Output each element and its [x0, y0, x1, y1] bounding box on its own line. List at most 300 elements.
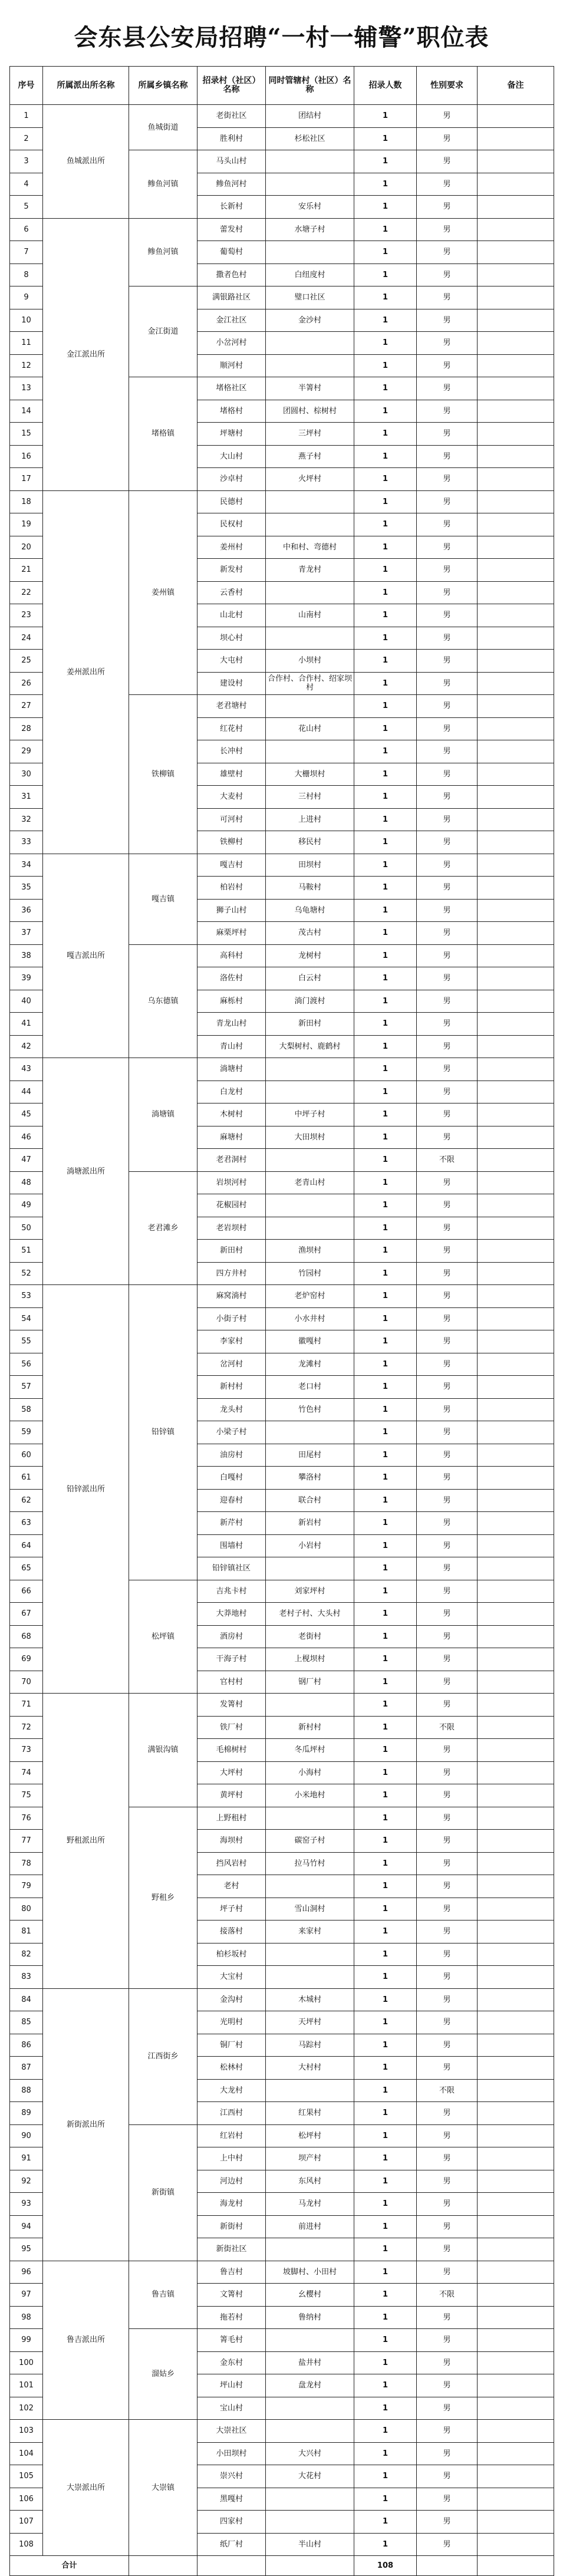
gender-requirement: 男: [417, 423, 478, 446]
gender-requirement: 男: [417, 1240, 478, 1263]
remarks: [478, 1467, 554, 1490]
recruit-count: 1: [354, 1603, 417, 1626]
table-row: [10, 1285, 554, 1308]
total-empty-remarks: [478, 2556, 554, 2576]
gender-requirement: 男: [417, 332, 478, 355]
gender-requirement: 男: [417, 1489, 478, 1512]
town-name: 满银沟镇: [129, 1694, 197, 1807]
row-index: 7: [10, 241, 43, 264]
station-name: 鲁吉派出所: [43, 2261, 129, 2420]
recruit-count: 1: [354, 1716, 417, 1739]
village-name: 上野租村: [197, 1807, 266, 1830]
recruit-count: 1: [354, 1126, 417, 1149]
recruit-count: 1: [354, 1035, 417, 1058]
recruit-count: 1: [354, 263, 417, 286]
managed-villages: 移民村: [266, 831, 354, 854]
managed-villages: [266, 2511, 354, 2534]
recruit-count: 1: [354, 490, 417, 513]
gender-requirement: 男: [417, 1671, 478, 1694]
recruit-count: 1: [354, 1149, 417, 1172]
gender-requirement: 男: [417, 490, 478, 513]
recruit-count: 1: [354, 650, 417, 673]
remarks: [478, 1035, 554, 1058]
village-name: 马头山村: [197, 150, 266, 173]
recruit-count: 1: [354, 1784, 417, 1807]
managed-villages: [266, 695, 354, 718]
village-name: 金东村: [197, 2351, 266, 2374]
managed-villages: 大村村: [266, 2057, 354, 2080]
town-name: 姜州镇: [129, 490, 197, 695]
managed-villages: 老街村: [266, 1625, 354, 1648]
remarks: [478, 173, 554, 196]
managed-villages: 拉马竹村: [266, 1852, 354, 1875]
recruit-count: 1: [354, 2147, 417, 2170]
remarks: [478, 490, 554, 513]
village-name: 金江社区: [197, 309, 266, 332]
page-title: 会东县公安局招聘“一村一辅警”职位表: [74, 24, 489, 51]
gender-requirement: 男: [417, 604, 478, 627]
remarks: [478, 922, 554, 945]
header-row: [10, 67, 554, 105]
remarks: [478, 1171, 554, 1194]
table-row: [10, 854, 554, 877]
gender-requirement: 男: [417, 2147, 478, 2170]
managed-villages: 盐井村: [266, 2351, 354, 2374]
recruit-count: 1: [354, 2351, 417, 2374]
recruit-count: 1: [354, 1852, 417, 1875]
recruit-count: 1: [354, 400, 417, 423]
row-index: 35: [10, 877, 43, 900]
recruit-count: 1: [354, 627, 417, 650]
remarks: [478, 1149, 554, 1172]
village-name: 民德村: [197, 490, 266, 513]
remarks: [478, 1625, 554, 1648]
gender-requirement: 男: [417, 695, 478, 718]
recruit-count: 1: [354, 2511, 417, 2534]
row-index: 14: [10, 400, 43, 423]
gender-requirement: 男: [417, 1058, 478, 1081]
managed-villages: [266, 1557, 354, 1580]
gender-requirement: 男: [417, 2215, 478, 2238]
remarks: [478, 1534, 554, 1557]
remarks: [478, 2261, 554, 2284]
recruit-count: 1: [354, 854, 417, 877]
recruit-count: 1: [354, 377, 417, 400]
recruit-count: 1: [354, 1013, 417, 1036]
header-town: 所属乡镇名称: [129, 67, 197, 105]
managed-villages: 大田坝村: [266, 1126, 354, 1149]
remarks: [478, 2124, 554, 2147]
row-index: 75: [10, 1784, 43, 1807]
row-index: 66: [10, 1580, 43, 1603]
village-name: 长冲村: [197, 740, 266, 763]
managed-villages: 中坪子村: [266, 1103, 354, 1126]
village-name: 岔河村: [197, 1353, 266, 1376]
row-index: 69: [10, 1648, 43, 1671]
recruit-count: 1: [354, 1217, 417, 1240]
table-row: [10, 218, 554, 241]
town-name: 松坪镇: [129, 1580, 197, 1694]
row-index: 53: [10, 1285, 43, 1308]
gender-requirement: 男: [417, 1376, 478, 1399]
managed-villages: [266, 1149, 354, 1172]
row-index: 26: [10, 672, 43, 695]
gender-requirement: 男: [417, 763, 478, 786]
header-gender: 性别要求: [417, 67, 478, 105]
row-index: 32: [10, 808, 43, 831]
remarks: [478, 1421, 554, 1444]
remarks: [478, 1330, 554, 1353]
row-index: 89: [10, 2102, 43, 2125]
remarks: [478, 604, 554, 627]
managed-villages: 大花村: [266, 2465, 354, 2488]
recruit-count: 1: [354, 559, 417, 582]
managed-villages: [266, 1875, 354, 1898]
village-name: 老岩坝村: [197, 1217, 266, 1240]
row-index: 97: [10, 2284, 43, 2307]
remarks: [478, 2442, 554, 2465]
header-remarks: 备注: [478, 67, 554, 105]
managed-villages: 联合村: [266, 1489, 354, 1512]
row-index: 3: [10, 150, 43, 173]
row-index: 107: [10, 2511, 43, 2534]
gender-requirement: 男: [417, 786, 478, 809]
total-empty-town: [129, 2556, 197, 2576]
remarks: [478, 1988, 554, 2011]
managed-villages: 龙树村: [266, 944, 354, 967]
remarks: [478, 1943, 554, 1966]
recruit-count: 1: [354, 1421, 417, 1444]
village-name: 老街社区: [197, 105, 266, 128]
remarks: [478, 1557, 554, 1580]
recruit-count: 1: [354, 2170, 417, 2193]
row-index: 27: [10, 695, 43, 718]
managed-villages: 钢厂村: [266, 1671, 354, 1694]
managed-villages: 璧口社区: [266, 286, 354, 309]
village-name: 新芹村: [197, 1512, 266, 1535]
row-index: 23: [10, 604, 43, 627]
row-index: 4: [10, 173, 43, 196]
town-name: 鲹鱼河镇: [129, 150, 197, 219]
remarks: [478, 1398, 554, 1421]
managed-villages: 花山村: [266, 717, 354, 740]
remarks: [478, 1285, 554, 1308]
gender-requirement: 男: [417, 1557, 478, 1580]
recruit-count: 1: [354, 2215, 417, 2238]
gender-requirement: 男: [417, 1603, 478, 1626]
village-name: 蕾发村: [197, 218, 266, 241]
remarks: [478, 899, 554, 922]
recruit-count: 1: [354, 967, 417, 990]
recruit-count: 1: [354, 1648, 417, 1671]
remarks: [478, 1603, 554, 1626]
remarks: [478, 241, 554, 264]
recruit-count: 1: [354, 1240, 417, 1263]
recruit-count: 1: [354, 445, 417, 468]
town-name: 溜姑乡: [129, 2329, 197, 2420]
recruit-count: 1: [354, 740, 417, 763]
village-name: 木树村: [197, 1103, 266, 1126]
row-index: 85: [10, 2011, 43, 2034]
remarks: [478, 2034, 554, 2057]
recruit-count: 1: [354, 1557, 417, 1580]
village-name: 鲹鱼河村: [197, 173, 266, 196]
row-index: 50: [10, 1217, 43, 1240]
remarks: [478, 2102, 554, 2125]
village-name: 铅锌镇社区: [197, 1557, 266, 1580]
station-name: 金江派出所: [43, 218, 129, 490]
village-name: 迎春村: [197, 1489, 266, 1512]
village-name: 撒者色村: [197, 263, 266, 286]
row-index: 15: [10, 423, 43, 446]
managed-villages: 小米地村: [266, 1784, 354, 1807]
managed-villages: 白云村: [266, 967, 354, 990]
row-index: 101: [10, 2374, 43, 2397]
remarks: [478, 445, 554, 468]
remarks: [478, 468, 554, 491]
remarks: [478, 1194, 554, 1217]
town-name: 鲁吉镇: [129, 2261, 197, 2329]
gender-requirement: 男: [417, 2261, 478, 2284]
gender-requirement: 男: [417, 1875, 478, 1898]
town-name: 堵格镇: [129, 377, 197, 491]
recruit-count: 1: [354, 1830, 417, 1853]
row-index: 31: [10, 786, 43, 809]
gender-requirement: 男: [417, 650, 478, 673]
row-index: 28: [10, 717, 43, 740]
row-index: 64: [10, 1534, 43, 1557]
gender-requirement: 男: [417, 196, 478, 219]
village-name: 黑嘎村: [197, 2488, 266, 2511]
gender-requirement: 男: [417, 468, 478, 491]
remarks: [478, 2238, 554, 2261]
recruit-count: 1: [354, 196, 417, 219]
managed-villages: [266, 1058, 354, 1081]
recruit-count: 1: [354, 1694, 417, 1717]
managed-villages: 龙滩村: [266, 1353, 354, 1376]
managed-villages: 老口村: [266, 1376, 354, 1399]
gender-requirement: 男: [417, 808, 478, 831]
table-row: [10, 490, 554, 513]
gender-requirement: 男: [417, 2488, 478, 2511]
station-name: 淌塘派出所: [43, 1058, 129, 1285]
recruit-count: 1: [354, 127, 417, 150]
managed-villages: 火坪村: [266, 468, 354, 491]
recruit-count: 1: [354, 717, 417, 740]
gender-requirement: 男: [417, 1852, 478, 1875]
managed-villages: [266, 150, 354, 173]
remarks: [478, 581, 554, 604]
row-index: 98: [10, 2306, 43, 2329]
gender-requirement: 男: [417, 1512, 478, 1535]
recruit-count: 1: [354, 672, 417, 695]
village-name: 新田村: [197, 1240, 266, 1263]
gender-requirement: 男: [417, 967, 478, 990]
village-name: 岩坝河村: [197, 1171, 266, 1194]
remarks: [478, 1353, 554, 1376]
managed-villages: 新田村: [266, 1013, 354, 1036]
village-name: 民权村: [197, 513, 266, 536]
recruit-count: 1: [354, 468, 417, 491]
header-count: 招录人数: [354, 67, 417, 105]
village-name: 海龙村: [197, 2193, 266, 2216]
managed-villages: 前进村: [266, 2215, 354, 2238]
row-index: 12: [10, 354, 43, 377]
recruit-count: 1: [354, 786, 417, 809]
gender-requirement: 男: [417, 581, 478, 604]
row-index: 70: [10, 1671, 43, 1694]
recruit-count: 1: [354, 808, 417, 831]
village-name: 酒房村: [197, 1625, 266, 1648]
remarks: [478, 740, 554, 763]
remarks: [478, 1830, 554, 1853]
managed-villages: 大栅坝村: [266, 763, 354, 786]
table-row: [10, 2420, 554, 2443]
managed-villages: [266, 1081, 354, 1103]
village-name: 麻塘村: [197, 1126, 266, 1149]
town-name: 江西街乡: [129, 1988, 197, 2124]
managed-villages: 天坪村: [266, 2011, 354, 2034]
recruit-count: 1: [354, 2034, 417, 2057]
recruit-count: 1: [354, 1376, 417, 1399]
recruit-count: 1: [354, 1807, 417, 1830]
row-index: 44: [10, 1081, 43, 1103]
village-name: 青山村: [197, 1035, 266, 1058]
recruit-count: 1: [354, 2420, 417, 2443]
managed-villages: [266, 2397, 354, 2420]
remarks: [478, 1081, 554, 1103]
managed-villages: [266, 241, 354, 264]
managed-villages: [266, 1966, 354, 1989]
managed-villages: 三村村: [266, 786, 354, 809]
remarks: [478, 1807, 554, 1830]
managed-villages: 木城村: [266, 1988, 354, 2011]
recruit-count: 1: [354, 423, 417, 446]
gender-requirement: 男: [417, 2465, 478, 2488]
gender-requirement: 男: [417, 1739, 478, 1762]
remarks: [478, 2351, 554, 2374]
row-index: 59: [10, 1421, 43, 1444]
village-name: 狮子山村: [197, 899, 266, 922]
gender-requirement: 不限: [417, 1149, 478, 1172]
row-index: 78: [10, 1852, 43, 1875]
recruit-count: 1: [354, 1171, 417, 1194]
managed-villages: 安乐村: [266, 196, 354, 219]
managed-villages: [266, 2488, 354, 2511]
gender-requirement: 男: [417, 309, 478, 332]
gender-requirement: 男: [417, 1103, 478, 1126]
village-name: 四家村: [197, 2511, 266, 2534]
village-name: 光明村: [197, 2011, 266, 2034]
row-index: 72: [10, 1716, 43, 1739]
gender-requirement: 男: [417, 2533, 478, 2556]
gender-requirement: 男: [417, 2306, 478, 2329]
row-index: 22: [10, 581, 43, 604]
managed-villages: 燕子村: [266, 445, 354, 468]
recruit-count: 1: [354, 2284, 417, 2307]
gender-requirement: 男: [417, 1648, 478, 1671]
village-name: 官村村: [197, 1671, 266, 1694]
remarks: [478, 717, 554, 740]
recruit-count: 1: [354, 1398, 417, 1421]
managed-villages: [266, 513, 354, 536]
village-name: 麻栎村: [197, 990, 266, 1013]
gender-requirement: 男: [417, 286, 478, 309]
row-index: 65: [10, 1557, 43, 1580]
recruit-count: 1: [354, 332, 417, 355]
recruit-count: 1: [354, 1739, 417, 1762]
town-name: 淌塘镇: [129, 1058, 197, 1172]
village-name: 大莽地村: [197, 1603, 266, 1626]
village-name: 建设村: [197, 672, 266, 695]
village-name: 小岔河村: [197, 332, 266, 355]
remarks: [478, 377, 554, 400]
remarks: [478, 1671, 554, 1694]
managed-villages: [266, 332, 354, 355]
row-index: 51: [10, 1240, 43, 1263]
gender-requirement: 男: [417, 2420, 478, 2443]
gender-requirement: 男: [417, 717, 478, 740]
row-index: 76: [10, 1807, 43, 1830]
gender-requirement: 男: [417, 173, 478, 196]
row-index: 86: [10, 2034, 43, 2057]
table-row: [10, 2261, 554, 2284]
gender-requirement: 男: [417, 877, 478, 900]
recruit-count: 1: [354, 2306, 417, 2329]
managed-villages: 攀洛村: [266, 1467, 354, 1490]
row-index: 79: [10, 1875, 43, 1898]
remarks: [478, 2079, 554, 2102]
town-name: 新街镇: [129, 2124, 197, 2261]
gender-requirement: 男: [417, 1262, 478, 1285]
recruit-count: 1: [354, 1625, 417, 1648]
managed-villages: 小水井村: [266, 1307, 354, 1330]
village-name: 四方井村: [197, 1262, 266, 1285]
town-name: 老君滩乡: [129, 1171, 197, 1285]
recruit-count: 1: [354, 2011, 417, 2034]
row-index: 82: [10, 1943, 43, 1966]
managed-villages: [266, 173, 354, 196]
recruit-count: 1: [354, 1580, 417, 1603]
recruit-count: 1: [354, 1103, 417, 1126]
remarks: [478, 1307, 554, 1330]
row-index: 103: [10, 2420, 43, 2443]
gender-requirement: 男: [417, 513, 478, 536]
managed-villages: 马龙村: [266, 2193, 354, 2216]
recruit-count: 1: [354, 173, 417, 196]
village-name: 龙头村: [197, 1398, 266, 1421]
remarks: [478, 1512, 554, 1535]
gender-requirement: 男: [417, 263, 478, 286]
village-name: 宝山村: [197, 2397, 266, 2420]
remarks: [478, 672, 554, 695]
row-index: 16: [10, 445, 43, 468]
village-name: 柏杉坂村: [197, 1943, 266, 1966]
remarks: [478, 1013, 554, 1036]
managed-villages: [266, 490, 354, 513]
row-index: 56: [10, 1353, 43, 1376]
gender-requirement: 男: [417, 1307, 478, 1330]
row-index: 94: [10, 2215, 43, 2238]
row-index: 88: [10, 2079, 43, 2102]
row-index: 45: [10, 1103, 43, 1126]
recruit-count: 1: [354, 536, 417, 559]
village-name: 文箐村: [197, 2284, 266, 2307]
village-name: 淌塘村: [197, 1058, 266, 1081]
remarks: [478, 1489, 554, 1512]
row-index: 67: [10, 1603, 43, 1626]
village-name: 毛棉树村: [197, 1739, 266, 1762]
